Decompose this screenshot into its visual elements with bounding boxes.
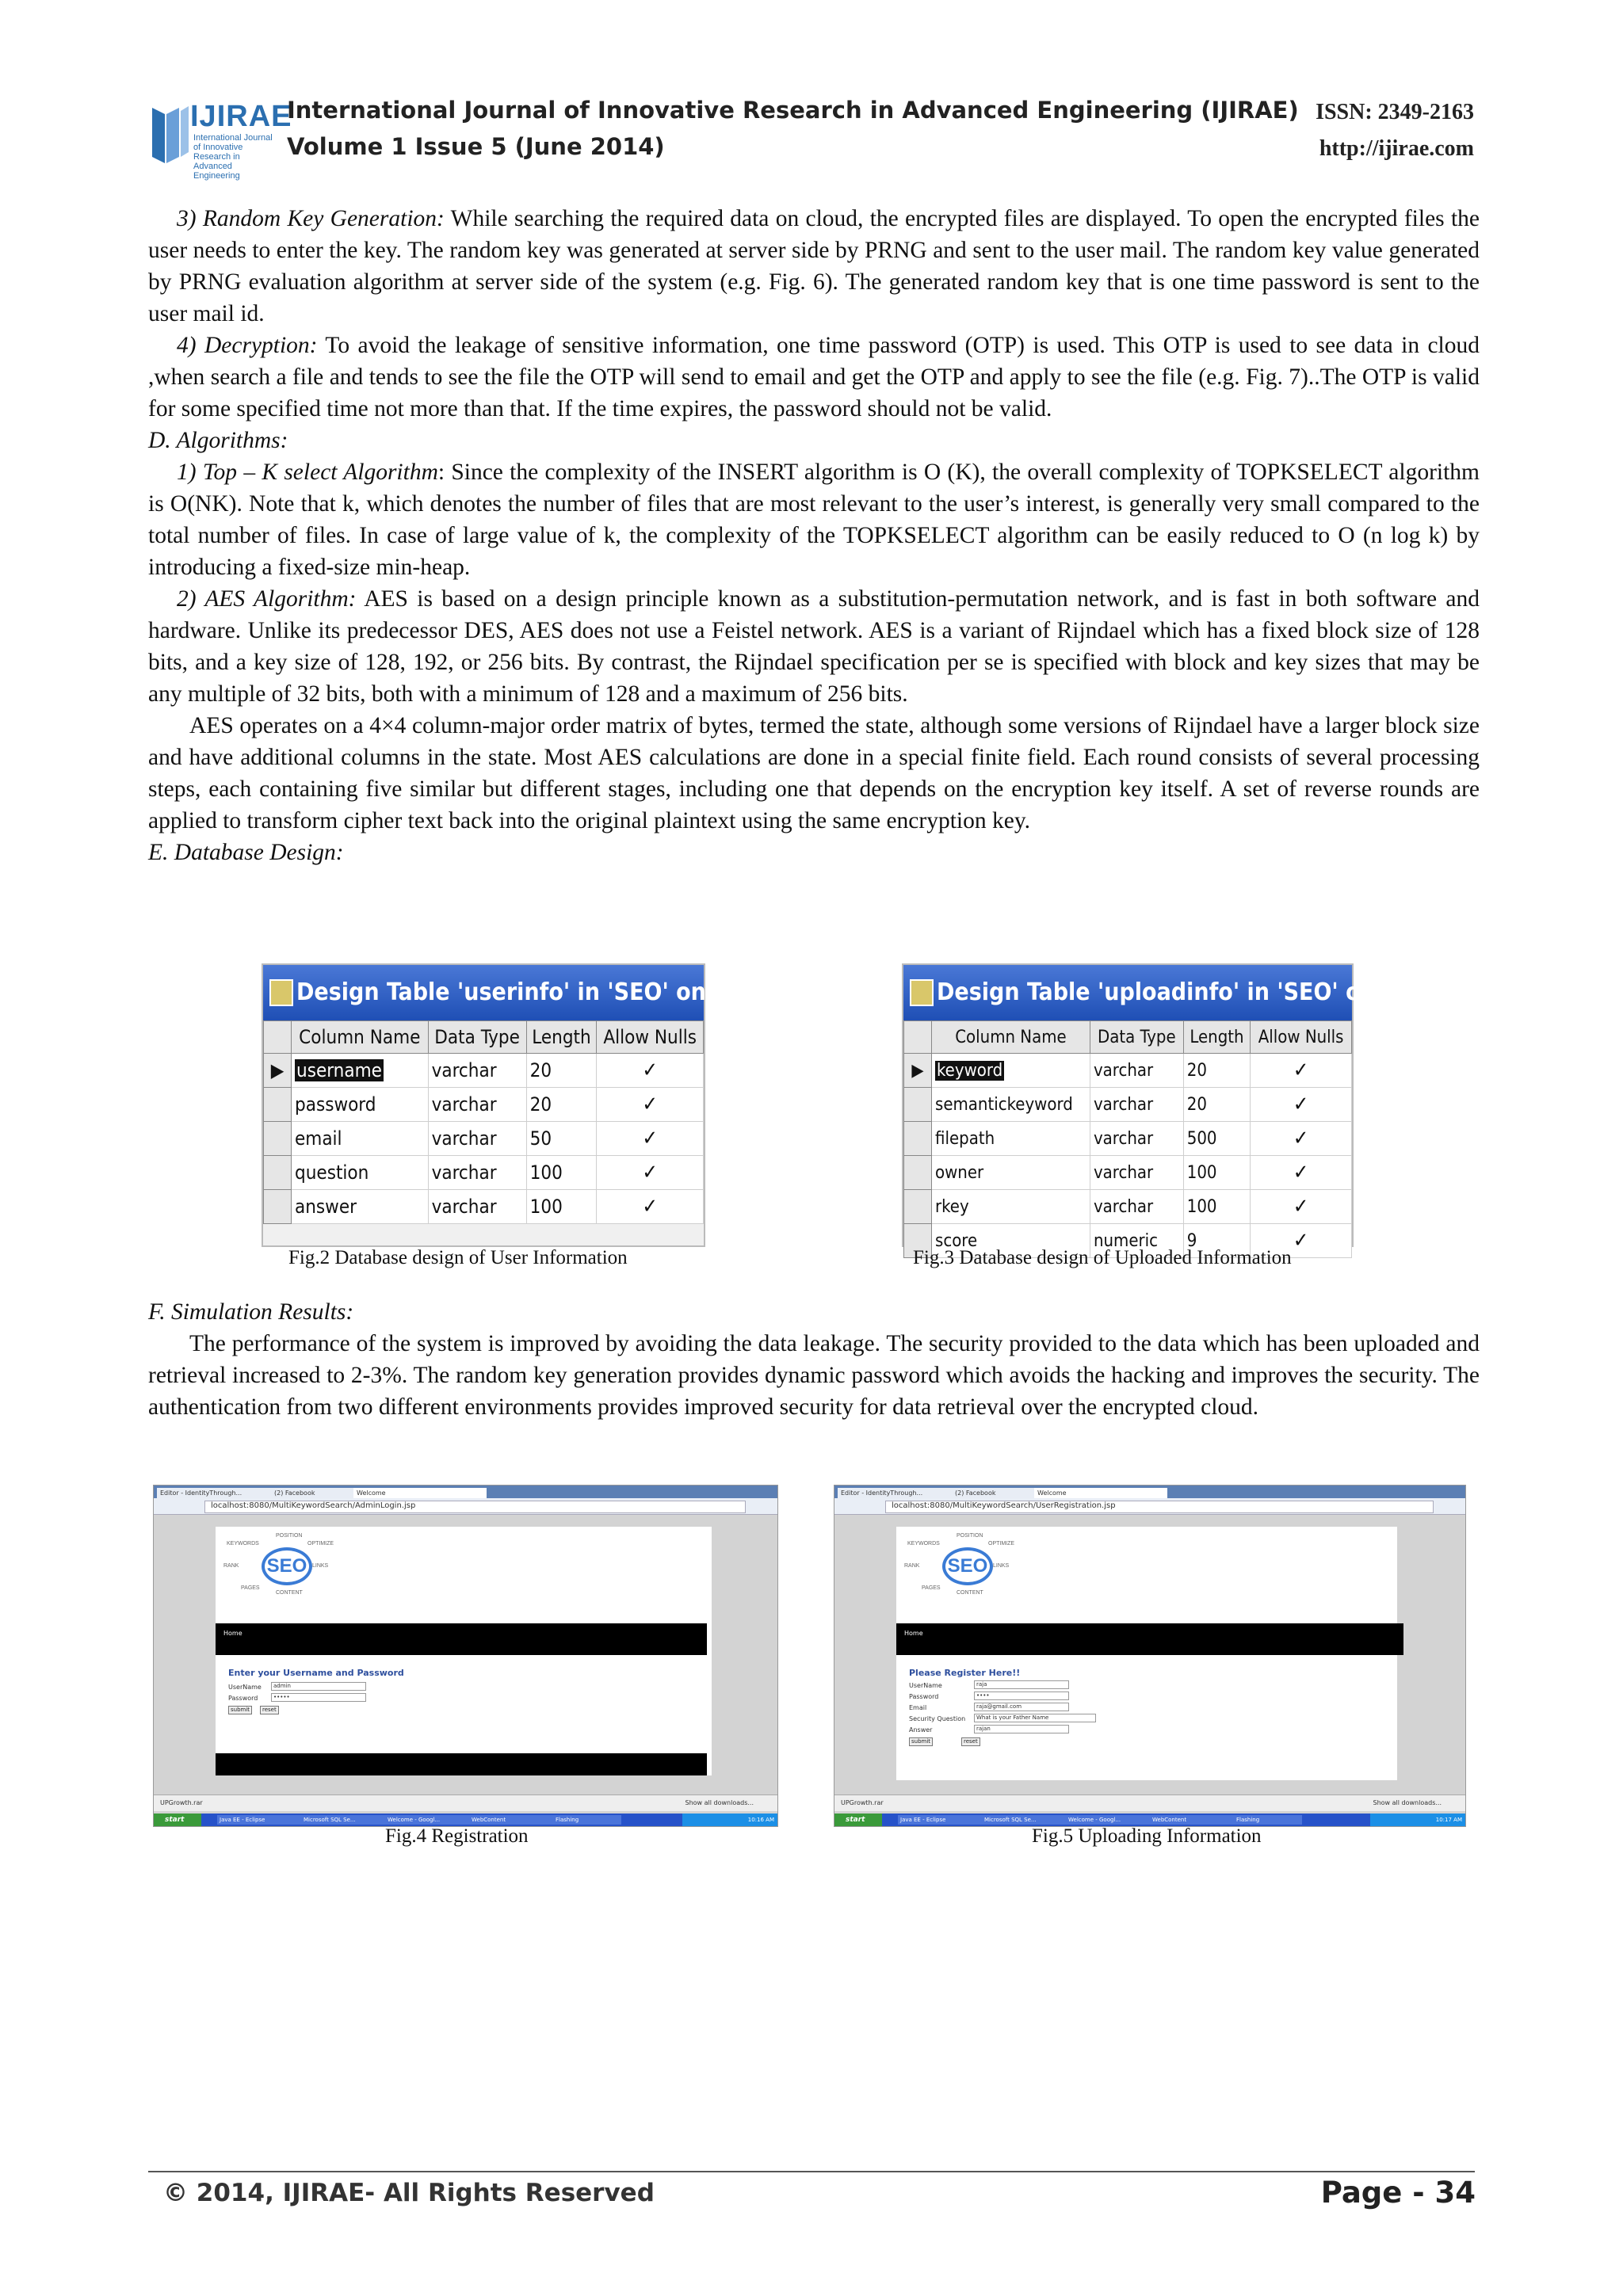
taskbar-item[interactable]: Welcome - Googl... [385, 1815, 469, 1825]
table-design-icon [269, 979, 293, 1006]
heading-database-design: E. Database Design: [148, 840, 344, 865]
check-icon: ✓ [1251, 1224, 1352, 1258]
col-header: Column Name [932, 1021, 1090, 1054]
row-selector-header [904, 1021, 932, 1054]
cell: score [932, 1224, 1090, 1258]
address-text: localhost:8080/MultiKeywordSearch/UserRegistration.jsp [892, 1501, 1116, 1510]
downloads-bar [834, 1794, 1465, 1811]
heading-topk: 1) Top – K select Algorithm [177, 460, 438, 485]
reset-button[interactable]: reset [260, 1706, 279, 1714]
caption-fig3: Fig.3 Database design of Uploaded Information [913, 1247, 1292, 1268]
downloads-bar [154, 1794, 777, 1811]
cell: rkey [932, 1190, 1090, 1224]
row-pointer-icon: ▶ [904, 1054, 932, 1088]
check-icon: ✓ [597, 1190, 704, 1224]
magnifier-icon: SEO [942, 1547, 993, 1585]
check-icon: ✓ [597, 1156, 704, 1190]
para-topk [148, 456, 1480, 583]
seo-word: CONTENT [276, 1590, 303, 1596]
cell: 9 [1183, 1224, 1250, 1258]
system-clock: 10:17 AM [1370, 1814, 1465, 1826]
cell: varchar [428, 1190, 526, 1224]
taskbar-item[interactable]: Microsoft SQL Se... [982, 1815, 1066, 1825]
para-random-key [148, 203, 1480, 330]
security-question-select[interactable]: What is your Father Name [974, 1714, 1096, 1722]
text-random-key: While searching the required data on cloud, the encrypted files are displayed. To open the encrypted files the user needs to enter the key. The random key was generated at server side by PRNG and sent to the user mail. The random key value generated by PRNG evaluation algorithm at server side of the system (e.g. Fig. 6). The generated random key that is one time password is sent to the user mail id. [148, 206, 1480, 326]
seo-logo [904, 1533, 1015, 1596]
browser-tab-active: Welcome [1034, 1488, 1167, 1498]
browser-tabbar [154, 1486, 777, 1498]
journal-volume: Volume 1 Issue 5 (June 2014) [287, 133, 665, 160]
password-field[interactable]: ••••• [271, 1693, 366, 1702]
text-topk: : Since the complexity of the INSERT algorithm is O (K), the overall complexity of TOPKSELECT algorithm is O(NK). Note that k, which denotes the number of files that are most relevant to the user’s interest, is generally very small compared to the total number of files. In case of large value of k, the complexity of the TOPKSELECT algorithm can be easily reduced to O (n log k) by introducing a fixed-size min-heap. [148, 460, 1480, 580]
magnifier-icon: SEO [262, 1547, 312, 1585]
seo-word: PAGES [241, 1585, 260, 1591]
cell: semantickeyword [932, 1088, 1090, 1122]
address-text: localhost:8080/MultiKeywordSearch/AdminLogin.jsp [211, 1501, 416, 1510]
field-label: Password [228, 1695, 258, 1702]
cell: varchar [1090, 1054, 1183, 1088]
row-pointer-icon: ▶ [264, 1054, 292, 1088]
para-decryption [148, 330, 1480, 425]
simulation-section [148, 1296, 1480, 1423]
browser-tab: (2) Facebook [952, 1488, 1037, 1498]
col-header: Column Name [292, 1021, 429, 1054]
logo-book-icon [149, 103, 190, 166]
download-file[interactable]: UPGrowth.rar [160, 1799, 203, 1806]
taskbar-item[interactable]: Java EE - Eclipse [898, 1815, 982, 1825]
seo-word: LINKS [312, 1563, 329, 1569]
table-row [904, 1190, 1352, 1224]
footer-rule [148, 2171, 1475, 2172]
nav-home-link[interactable]: Home [223, 1630, 242, 1637]
col-header: Length [526, 1021, 597, 1054]
table-row [904, 1054, 1352, 1088]
check-icon: ✓ [597, 1088, 704, 1122]
answer-field[interactable]: rajan [974, 1725, 1069, 1733]
system-clock: 10:16 AM [682, 1814, 777, 1826]
text-aes: AES is based on a design principle known as a substitution-permutation network, and is fast in both software and hardware. Unlike its predecessor DES, AES does not use a Feistel network. AES is a variant of Rijndael which has a fixed block size of 128 bits, and a key size of 128, 192, or 256 bits. By contrast, the Rijndael specification per se is specified with block and key sizes that may be any multiple of 32 bits, both with a minimum of 128 and a maximum of 256 bits. [148, 586, 1480, 707]
userinfo-title-bar [263, 965, 823, 1020]
col-header: Data Type [1090, 1021, 1183, 1054]
seo-word: OPTIMIZE [307, 1541, 334, 1547]
taskbar-item[interactable]: Flashing [553, 1815, 621, 1825]
journal-header [149, 89, 1474, 181]
cell: keyword [937, 1060, 1003, 1081]
check-icon: ✓ [1251, 1156, 1352, 1190]
figure-userinfo-table [262, 963, 823, 1247]
browser-tabbar [834, 1486, 1465, 1498]
col-header: Length [1183, 1021, 1250, 1054]
taskbar-item[interactable]: WebContent [469, 1815, 553, 1825]
table-row [264, 1156, 704, 1190]
table-row [904, 1088, 1352, 1122]
email-field[interactable]: raja@gmail.com [974, 1703, 1069, 1711]
nav-home-link[interactable]: Home [904, 1630, 923, 1637]
heading-random-key: 3) Random Key Generation: [177, 206, 445, 231]
seo-word: POSITION [276, 1533, 303, 1539]
form-title: Please Register Here!! [909, 1668, 1021, 1678]
caption-fig2: Fig.2 Database design of User Information [288, 1247, 628, 1268]
userinfo-header-row [264, 1021, 704, 1054]
taskbar-item[interactable]: Flashing [1234, 1815, 1302, 1825]
seo-word: RANK [904, 1563, 920, 1569]
cell: 500 [1183, 1122, 1250, 1156]
col-header: Allow Nulls [1251, 1021, 1352, 1054]
text-decryption: To avoid the leakage of sensitive information, one time password (OTP) is used. This OTP is used to see data in cloud ,when search a file and tends to see the file the OTP will send to email and get the OTP and apply to see the file (e.g. Fig. 7)..The OTP is valid for some specified time not more than that. If the time expires, the password should not be valid. [148, 333, 1480, 421]
cell: varchar [1090, 1190, 1183, 1224]
check-icon: ✓ [1251, 1054, 1352, 1088]
seo-word: KEYWORDS [907, 1541, 940, 1547]
cell: 100 [1183, 1156, 1250, 1190]
cell: varchar [1090, 1156, 1183, 1190]
journal-url[interactable]: http://ijirae.com [1319, 136, 1474, 161]
row-selector-header [264, 1021, 292, 1054]
username-field[interactable]: admin [271, 1682, 366, 1691]
copyright: © 2014, IJIRAE- All Rights Reserved [163, 2179, 655, 2207]
cell: 20 [1183, 1088, 1250, 1122]
cell: username [296, 1059, 382, 1081]
browser-tab: Editor - IdentityThrough... [838, 1488, 955, 1498]
cell: 100 [526, 1156, 597, 1190]
seo-word: RANK [223, 1563, 239, 1569]
cell: 20 [526, 1054, 597, 1088]
journal-issn: ISSN: 2349-2163 [1316, 100, 1474, 124]
cell: varchar [1090, 1122, 1183, 1156]
field-label: Answer [909, 1726, 933, 1733]
cell: answer [292, 1190, 429, 1224]
cell: 20 [526, 1088, 597, 1122]
body-text [148, 203, 1480, 868]
show-downloads-link[interactable]: Show all downloads... [1373, 1799, 1442, 1806]
table-row [264, 1190, 704, 1224]
cell: varchar [428, 1156, 526, 1190]
cell: numeric [1090, 1224, 1183, 1258]
journal-logo [149, 98, 292, 181]
cell: 100 [1183, 1190, 1250, 1224]
cell: varchar [428, 1088, 526, 1122]
taskbar-item[interactable]: WebContent [1150, 1815, 1234, 1825]
nav-bar [896, 1623, 1403, 1655]
figure-login-screenshot [153, 1485, 778, 1827]
show-downloads-link[interactable]: Show all downloads... [685, 1799, 754, 1806]
page-content [216, 1527, 712, 1775]
seo-logo [223, 1533, 334, 1596]
seo-word: OPTIMIZE [988, 1541, 1015, 1547]
seo-word: POSITION [957, 1533, 983, 1539]
submit-button[interactable]: submit [228, 1706, 252, 1714]
seo-word: PAGES [922, 1585, 941, 1591]
username-field[interactable]: raja [974, 1680, 1069, 1689]
para-aes [148, 583, 1480, 710]
journal-title: International Journal of Innovative Research in Advanced Engineering (IJIRAE) [287, 97, 1299, 124]
check-icon: ✓ [597, 1122, 704, 1156]
logo-wordmark: IJIRAE [190, 100, 292, 133]
para-aes-2: AES operates on a 4×4 column-major order matrix of bytes, termed the state, although some versions of Rijndael have a larger block size and have additional columns in the state. Most AES calculations are done in a special finite field. Each round consists of several processing steps, each containing five similar but different stages, including one that depends on the encryption key itself. A set of reverse rounds are applied to transform cipher text back into the original plaintext using the same encryption key. [148, 713, 1480, 833]
cell: varchar [428, 1054, 526, 1088]
taskbar-item[interactable]: Java EE - Eclipse [217, 1815, 301, 1825]
password-field[interactable]: •••• [974, 1691, 1069, 1700]
page-content [896, 1527, 1397, 1780]
table-design-icon [910, 979, 934, 1006]
table-row [264, 1122, 704, 1156]
check-icon: ✓ [1251, 1088, 1352, 1122]
browser-address-bar [834, 1498, 1465, 1515]
logo-subtext: International Journal of Innovative Research in Advanced Engineering [193, 133, 273, 181]
field-label: Security Question [909, 1715, 966, 1722]
uploadinfo-grid [903, 1020, 1352, 1258]
para-simulation: The performance of the system is improved by avoiding the data leakage. The security provided to the data which has been uploaded and retrieval increased to 2-3%. The random key generation provides dynamic password which avoids the hacking and improves the security. The authentication from two different environments provides improved security for data retrieval over the encrypted cloud. [148, 1331, 1480, 1420]
caption-fig5: Fig.5 Uploading Information [1032, 1825, 1262, 1847]
submit-button[interactable]: submit [909, 1737, 933, 1746]
seo-word: LINKS [993, 1563, 1010, 1569]
cell: owner [932, 1156, 1090, 1190]
footer-bar [216, 1753, 707, 1775]
col-header: Allow Nulls [597, 1021, 704, 1054]
table-row [264, 1088, 704, 1122]
browser-address-bar [154, 1498, 777, 1515]
field-label: Password [909, 1693, 939, 1700]
reset-button[interactable]: reset [961, 1737, 980, 1746]
page-number: Page - 34 [1320, 2176, 1476, 2210]
col-header: Data Type [428, 1021, 526, 1054]
cell: 50 [526, 1122, 597, 1156]
uploadinfo-title: Design Table 'uploadinfo' in 'SEO' on '(LOCAL)' [937, 978, 1493, 1006]
table-row [904, 1122, 1352, 1156]
heading-algorithms: D. Algorithms: [148, 428, 288, 453]
download-file[interactable]: UPGrowth.rar [841, 1799, 884, 1806]
heading-simulation: F. Simulation Results: [148, 1299, 354, 1325]
figure-uploadinfo-table [902, 963, 1493, 1253]
browser-tab: Editor - IdentityThrough... [157, 1488, 274, 1498]
seo-word: KEYWORDS [227, 1541, 259, 1547]
caption-fig4: Fig.4 Registration [385, 1825, 529, 1847]
field-label: UserName [228, 1684, 262, 1691]
heading-decryption: 4) Decryption: [177, 333, 318, 358]
start-button[interactable]: start [834, 1814, 882, 1826]
cell: question [292, 1156, 429, 1190]
taskbar-item[interactable]: Welcome - Googl... [1066, 1815, 1150, 1825]
taskbar-item[interactable]: Microsoft SQL Se... [301, 1815, 385, 1825]
cell: varchar [1090, 1088, 1183, 1122]
table-row [904, 1156, 1352, 1190]
cell: varchar [428, 1122, 526, 1156]
browser-tab-active: Welcome [353, 1488, 487, 1498]
form-title: Enter your Username and Password [228, 1668, 404, 1678]
cell: 100 [526, 1190, 597, 1224]
heading-aes: 2) AES Algorithm: [177, 586, 357, 612]
userinfo-title: Design Table 'userinfo' in 'SEO' on '(LOCAL)' [296, 978, 823, 1006]
nav-bar [216, 1623, 707, 1655]
check-icon: ✓ [1251, 1122, 1352, 1156]
table-row [264, 1054, 704, 1088]
windows-taskbar [154, 1814, 777, 1826]
cell: filepath [932, 1122, 1090, 1156]
figure-registration-screenshot [834, 1485, 1466, 1827]
browser-tab: (2) Facebook [271, 1488, 357, 1498]
uploadinfo-title-bar [903, 965, 1493, 1020]
userinfo-grid [263, 1020, 704, 1224]
check-icon: ✓ [597, 1054, 704, 1088]
field-label: UserName [909, 1682, 942, 1689]
field-label: Email [909, 1704, 927, 1711]
uploadinfo-header-row [904, 1021, 1352, 1054]
seo-word: CONTENT [957, 1590, 983, 1596]
cell: email [292, 1122, 429, 1156]
cell: 20 [1183, 1054, 1250, 1088]
cell: password [292, 1088, 429, 1122]
start-button[interactable]: start [154, 1814, 201, 1826]
windows-taskbar [834, 1814, 1465, 1826]
check-icon: ✓ [1251, 1190, 1352, 1224]
